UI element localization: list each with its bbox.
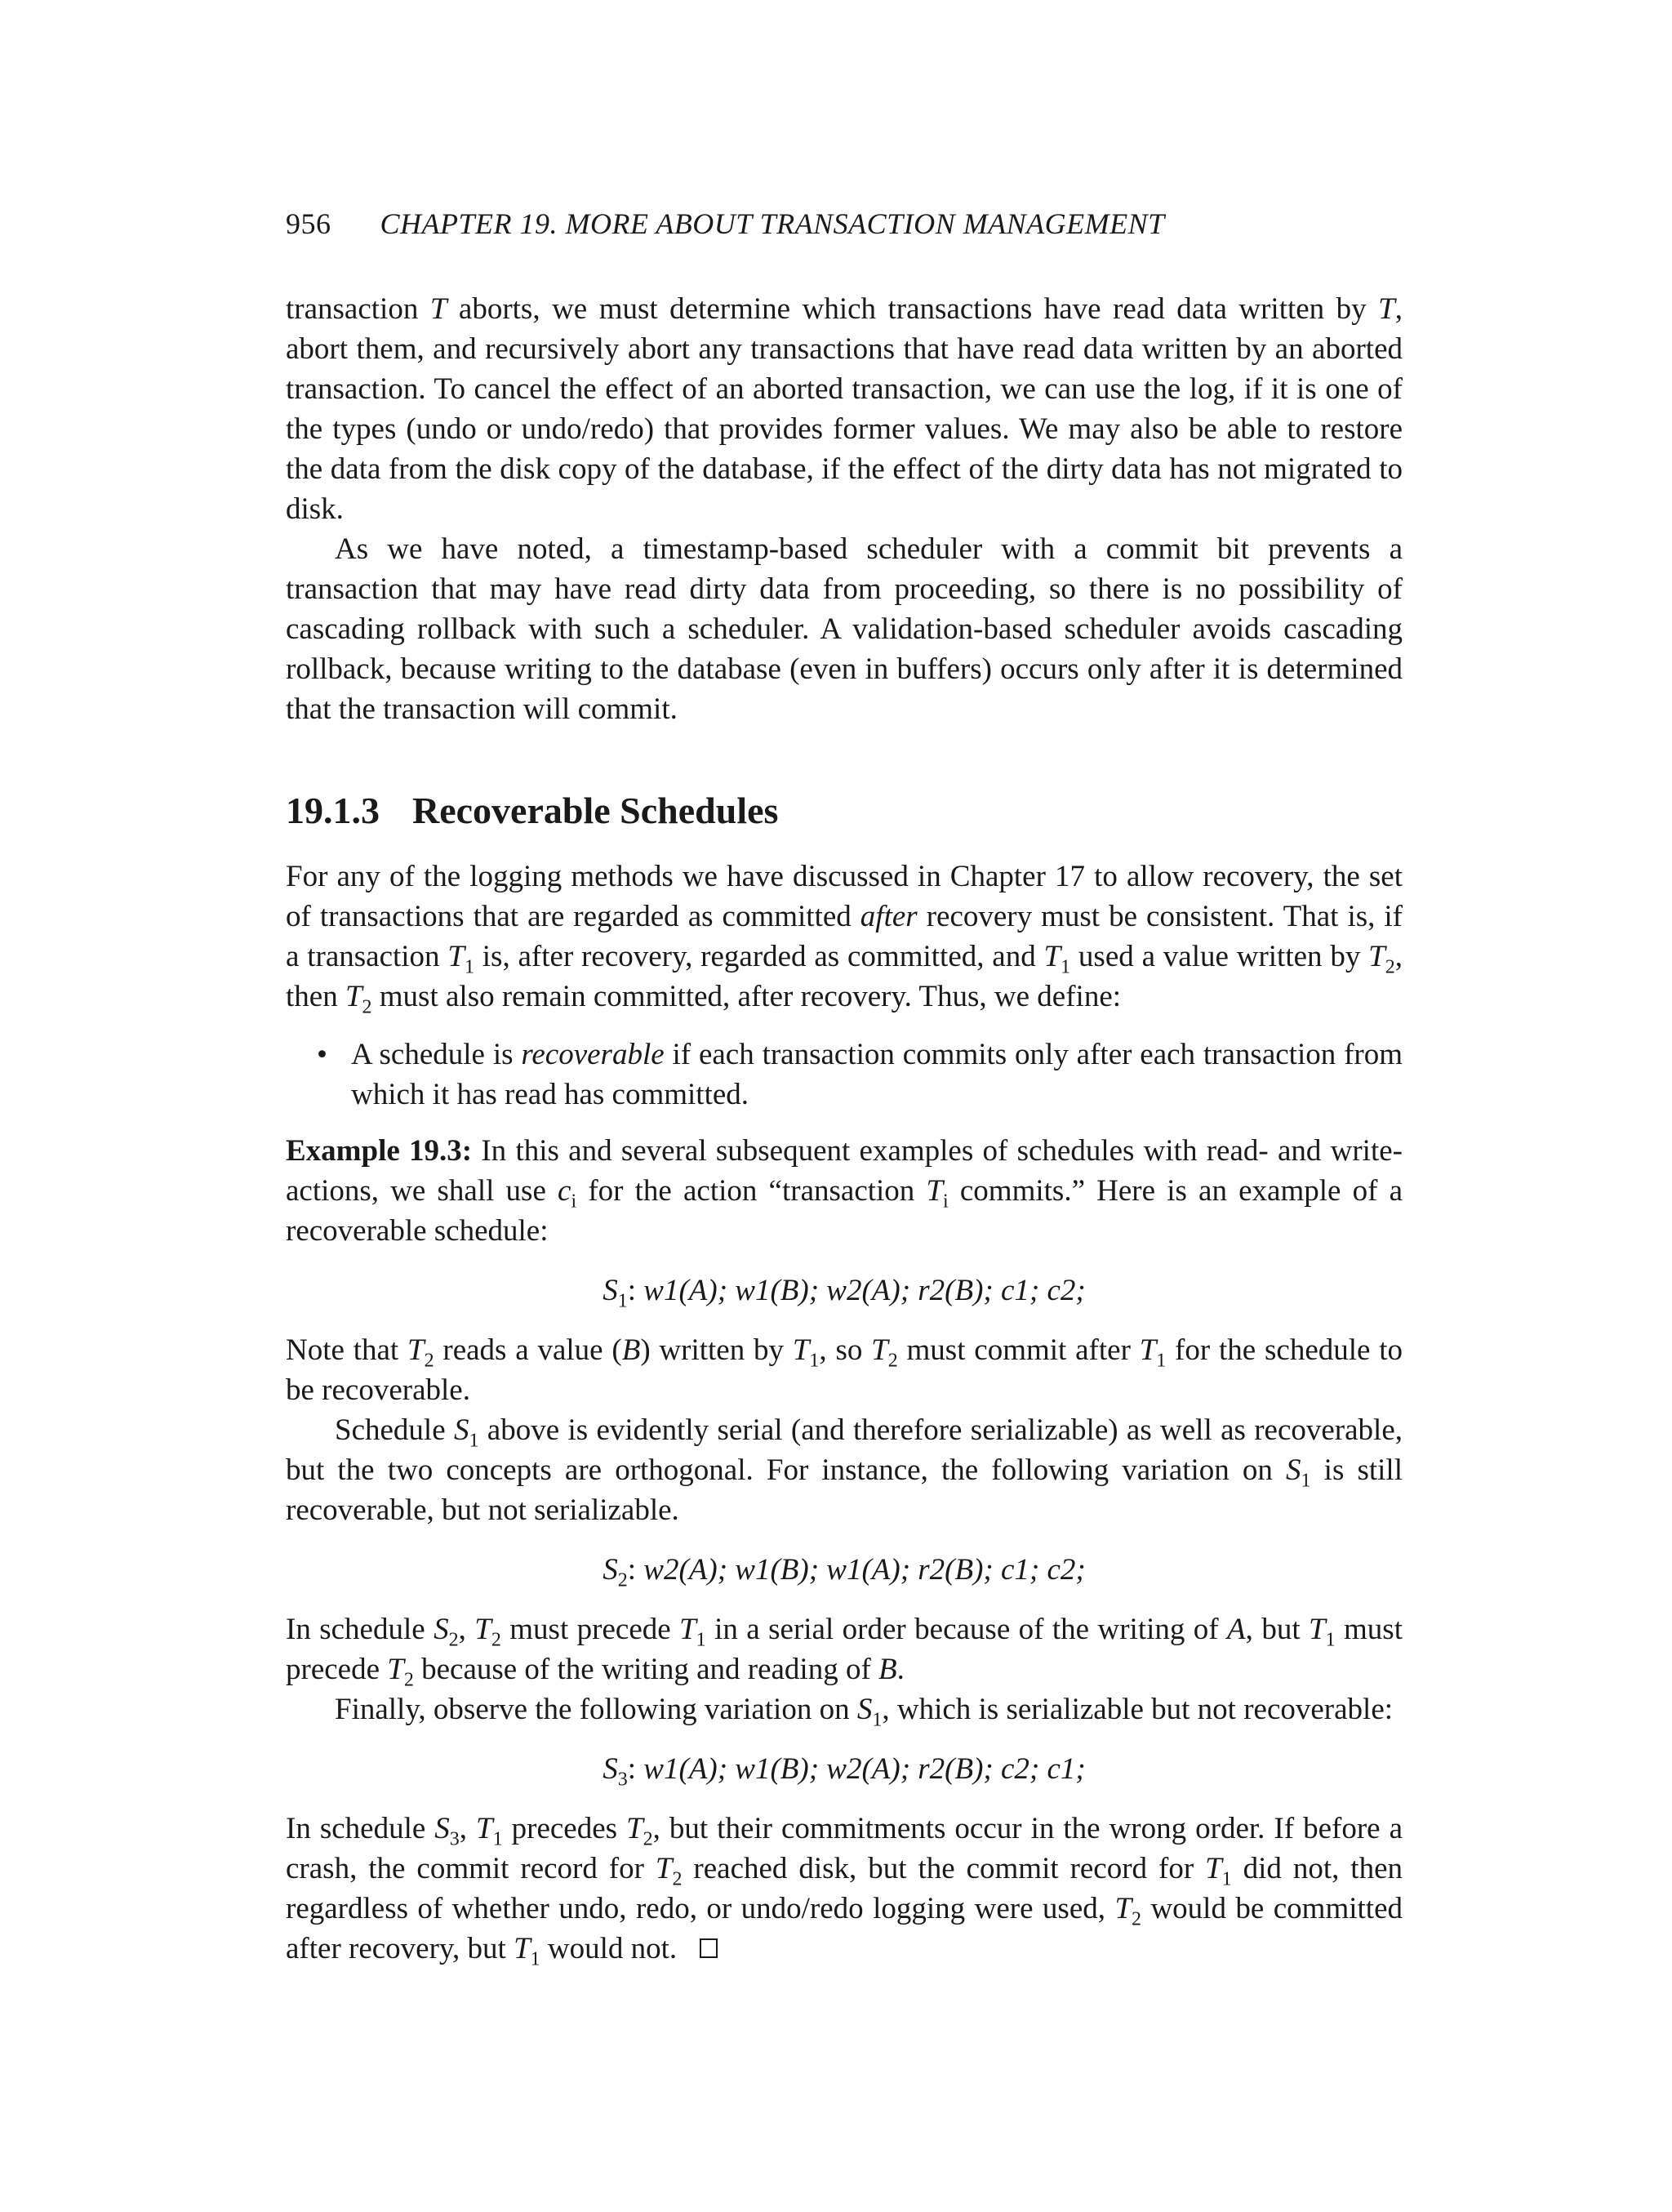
- example-paragraph: Example 19.3: In this and several subsequent examples of schedules with read- and write-actions, we shall use $c_i$ for the action “transaction $T_i$ commits.” Here is an example of a recoverable schedule:: [286, 1134, 1403, 1248]
- example-label: Example 19.3:: [286, 1134, 473, 1168]
- page-number: 956: [286, 207, 331, 240]
- section-number: 19.1.3: [286, 790, 380, 831]
- paragraph-orthogonal: Schedule $S_1$ above is evidently serial (and therefore serializable) as well as recoverable, but the two concepts are orthogonal. For instance, the following variation on $S_1$ is still recoverable, but not serializable.: [286, 1413, 1403, 1527]
- paragraph-cascading-rollback: transaction T aborts, we must determine which transactions have read data written by T, abort them, and recursively abort any transactions that have read data written by an aborted transaction. To cancel the effect of an aborted transaction, we can use the log, if it is one of the types (undo or undo/redo) that provides former values. We may also be able to restore the data from the disk copy of the database, if the effect of the dirty data has not migrated to disk.: [286, 292, 1403, 526]
- schedule-s3: $S_3$: w1(A); w1(B); w2(A); r2(B); c2; c1;: [603, 1752, 1086, 1791]
- paragraph-timestamp-scheduler: As we have noted, a timestamp-based scheduler with a commit bit prevents a transaction that may have read dirty data from proceeding, so there is no possibility of cascading rollback with such a scheduler. A validation-based scheduler avoids cascading rollback, because writing to the database (even in buffers) occurs only after it is determined that the transaction will commit.: [286, 532, 1403, 726]
- definition-bullet: • A schedule is recoverable if each transaction commits only after each transaction from which it has read has committed.: [317, 1035, 1403, 1115]
- end-of-proof-icon: [700, 1938, 718, 1958]
- chapter-title: CHAPTER 19. MORE ABOUT TRANSACTION MANAGEMENT: [380, 207, 1165, 240]
- paragraph-recoverable-intro: For any of the logging methods we have discussed in Chapter 17 to allow recovery, the set of transactions that are regarded as committed after recovery must be consistent. That is, if a transaction $T_1$ is, after recovery, regarded as committed, and $T_1$ used a value written by $T_2$, then $T_2$ must also remain committed, after recovery. Thus, we define:: [286, 860, 1403, 1018]
- document-page: [286, 204, 1403, 1969]
- paragraph-note: Note that $T_2$ reads a value (B) written by $T_1$, so $T_2$ must commit after $T_1$ for the schedule to be recoverable.: [286, 1333, 1403, 1407]
- paragraph-s2: In schedule $S_2$, $T_2$ must precede $T_1$ in a serial order because of the writing of A, but $T_1$ must precede $T_2$ because of the writing and reading of B.: [286, 1613, 1403, 1691]
- section-title: Recoverable Schedules: [412, 790, 779, 831]
- paragraph-s3: In schedule $S_3$, $T_1$ precedes $T_2$, but their commitments occur in the wrong order. If before a crash, the commit record for $T_2$ reached disk, but the commit record for $T_1$ did not, then regardless of whether undo, redo, or undo/redo logging were used, $T_2$ would be committed after recovery, but $T_1$ would not.: [286, 1812, 1403, 1970]
- section-heading: [286, 788, 1403, 834]
- schedule-s1: $S_1$: w1(A); w1(B); w2(A); r2(B); c1; c2;: [603, 1274, 1086, 1312]
- schedule-s2: $S_2$: w2(A); w1(B); w1(A); r2(B); c1; c2;: [603, 1553, 1086, 1591]
- paragraph-finally: Finally, observe the following variation on $S_1$, which is serializable but not recoverable:: [335, 1693, 1394, 1731]
- running-header: [286, 204, 1403, 244]
- bullet-dot: •: [317, 1038, 327, 1071]
